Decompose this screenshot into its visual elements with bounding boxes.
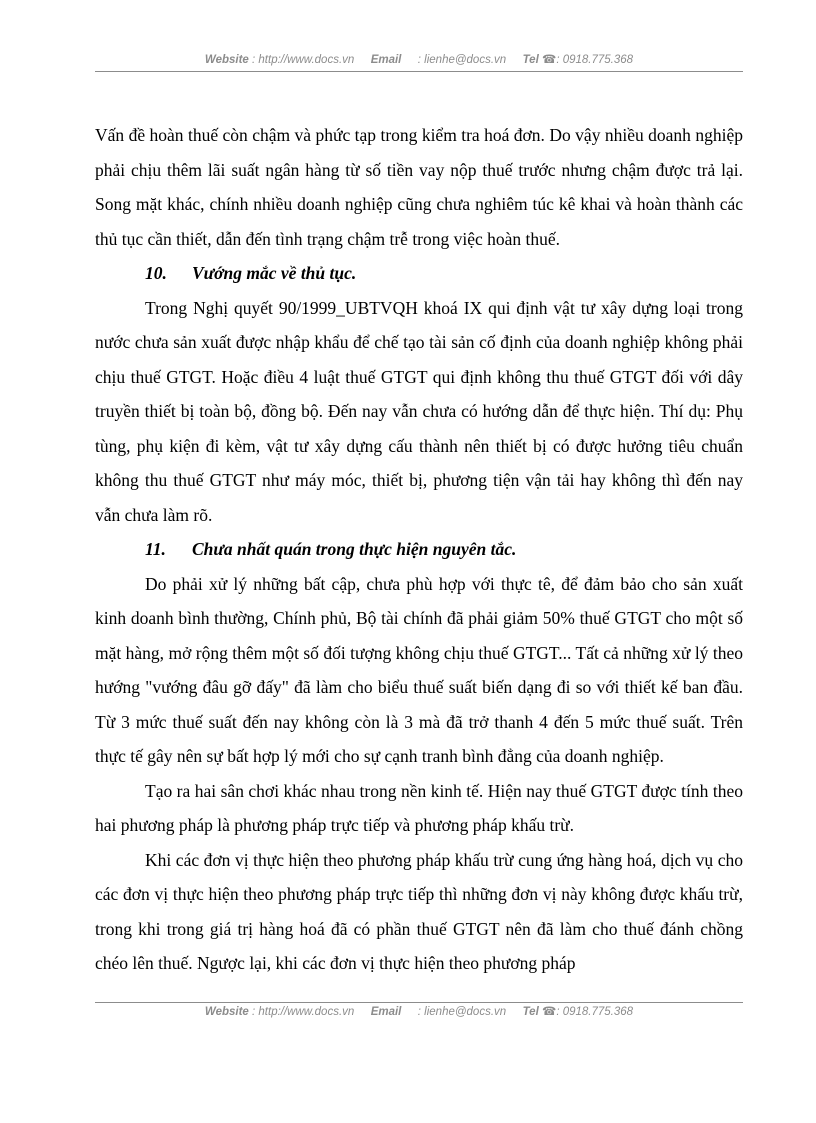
header-email-link[interactable]: : lienhe@docs.vn bbox=[417, 54, 507, 66]
header-website-link[interactable]: : http://www.docs.vn bbox=[252, 54, 355, 66]
footer-tel-value: : 0918.775.368 bbox=[556, 1006, 634, 1018]
paragraph-refund-delay: Vấn đề hoàn thuế còn chậm và phức tạp trong kiểm tra hoá đơn. Do vậy nhiều doanh nghiệp phải chịu thêm lãi suất ngân hàng từ số tiền vay nộp thuế trước nhưng chậm được trả lại. Song mặt khác, chính nhiều doanh nghiệp cũng chưa nghiêm túc kê khai và hoàn thành các thủ tục cần thiết, dẫn đến tình trạng chậm trễ trong việc hoàn thuế. bbox=[95, 125, 743, 249]
section-heading-11 bbox=[95, 532, 743, 567]
footer-tel-label: Tel bbox=[522, 1006, 539, 1018]
footer-email-link[interactable]: : lienhe@docs.vn bbox=[417, 1006, 507, 1018]
section-title-11: Chưa nhất quán trong thực hiện nguyên tắc. bbox=[192, 539, 517, 559]
phone-icon: ☎ bbox=[541, 54, 557, 66]
section-title-10: Vướng mắc về thủ tục. bbox=[192, 263, 357, 283]
paragraph-deduction-method: Khi các đơn vị thực hiện theo phương pháp khấu trừ cung ứng hàng hoá, dịch vụ cho các đơn vị thực hiện theo phương pháp trực tiếp thì những đơn vị này không được khấu trừ, trong khi trong giá trị hàng hoá đã có phần thuế GTGT nên đã làm cho thuế đánh chồng chéo lên thuế. Ngược lại, khi các đơn vị thực hiện theo phương pháp bbox=[95, 849, 743, 973]
paragraph-two-playgrounds: Tạo ra hai sân chơi khác nhau trong nền kinh tế. Hiện nay thuế GTGT được tính theo hai phương pháp là phương pháp trực tiếp và phương pháp khấu trừ. bbox=[95, 780, 743, 835]
section-heading-10 bbox=[95, 256, 743, 291]
footer-website-label: Website bbox=[204, 1006, 249, 1018]
section-number-11: 11. bbox=[145, 539, 166, 559]
paragraph-inconsistency: Do phải xử lý những bất cập, chưa phù hợp với thực tê, để đảm bảo cho sản xuất kinh doanh bình thường, Chính phủ, Bộ tài chính đã phải giảm 50% thuế GTGT cho một số mặt hàng, mở rộng thêm một số đối tượng không chịu thuế GTGT... Tất cả những xử lý theo hướng "vướng đâu gỡ đấy" đã làm cho biểu thuế suất biến dạng đi so với thiết kế ban đầu. Từ 3 mức thuế suất đến nay không còn là 3 mà đã trở thanh 4 đến 5 mức thuế suất. Trên thực tế gây nên sự bất hợp lý mới cho sự cạnh tranh bình đẳng của doanh nghiệp. bbox=[95, 573, 743, 766]
document-body bbox=[95, 118, 743, 981]
header-website-label: Website bbox=[204, 54, 249, 66]
header-tel-value: : 0918.775.368 bbox=[556, 54, 634, 66]
footer-email-label: Email bbox=[370, 1006, 402, 1018]
phone-icon: ☎ bbox=[541, 1006, 557, 1018]
page-footer bbox=[95, 1004, 743, 1018]
paragraph-procedures: Trong Nghị quyết 90/1999_UBTVQH khoá IX qui định vật tư xây dựng loại trong nước chưa sản xuất được nhập khẩu để chế tạo tài sản cố định của doanh nghiệp không phải chịu thuế GTGT. Hoặc điều 4 luật thuế GTGT qui định không thu thuế GTGT đối với dây truyền thiết bị toàn bộ, đồng bộ. Đến nay vẫn chưa có hướng dẫn để thực hiện. Thí dụ: Phụ tùng, phụ kiện đi kèm, vật tư xây dựng cấu thành nên thiết bị có được hưởng tiêu chuẩn không thu thuế GTGT như máy móc, thiết bị, phương tiện vận tải hay không thì đến nay vẫn chưa làm rõ. bbox=[95, 297, 743, 525]
footer-divider bbox=[95, 1002, 743, 1003]
header-tel-label: Tel bbox=[522, 54, 539, 66]
page-header bbox=[95, 52, 743, 72]
section-number-10: 10. bbox=[145, 263, 167, 283]
footer-website-link[interactable]: : http://www.docs.vn bbox=[252, 1006, 355, 1018]
header-email-label: Email bbox=[370, 54, 402, 66]
